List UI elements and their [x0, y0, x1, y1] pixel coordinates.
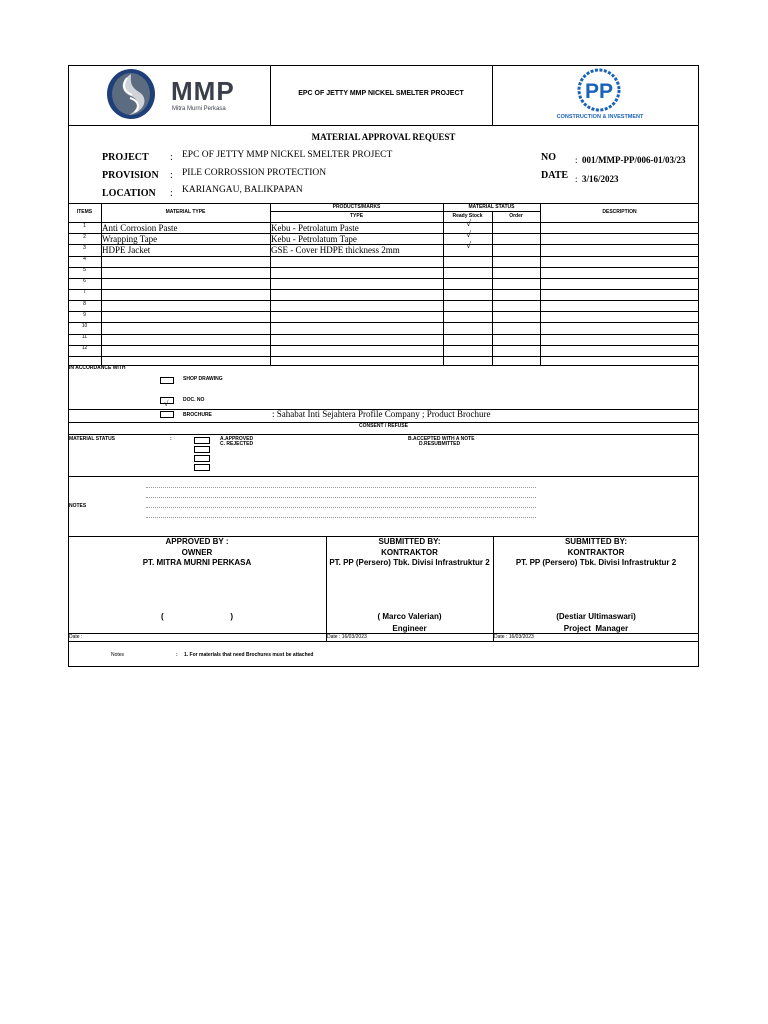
table-row-line [68, 311, 699, 312]
row-number: 7 [83, 289, 86, 296]
table-row-line [68, 322, 699, 323]
footer-colon: : [176, 652, 178, 658]
no-colon: : [575, 155, 578, 165]
ready-stock-check-mark: √ [466, 229, 471, 240]
col-material-status-header: MATERIAL STATUS [468, 204, 515, 210]
table-row-line [68, 267, 699, 268]
rejected-label: C. REJECTED [220, 441, 254, 447]
row-type: Kebu - Petrolatum Tape [271, 234, 357, 245]
resubmitted-label: D.RESUBMITTED [419, 441, 461, 447]
accordance-top-line [68, 365, 699, 366]
pp-logo-mark: PP [584, 80, 614, 103]
row-number: 2 [83, 233, 86, 240]
table-row-line [68, 334, 699, 335]
table-column-divider [443, 203, 444, 365]
accepted-note-checkbox[interactable] [194, 455, 210, 462]
signature-role: KONTRAKTOR [381, 548, 438, 557]
table-row-line [68, 345, 699, 346]
notes-line[interactable] [146, 497, 536, 498]
table-row-line [68, 356, 699, 357]
row-number: 8 [83, 300, 86, 307]
col-type-header: TYPE [349, 213, 364, 219]
accordance-label: IN ACCORDANCE WITH [69, 365, 126, 371]
signature-name: ( Marco Valerian) [377, 612, 442, 621]
approved-label: A.APPROVED [220, 436, 254, 442]
approved-checkbox[interactable] [194, 437, 210, 444]
ready-stock-check-mark: √ [466, 240, 471, 251]
notes-label: NOTES [69, 503, 87, 509]
pp-circle-logo-icon [573, 67, 625, 113]
row-number: 1 [83, 222, 86, 229]
date-value: 3/16/2023 [582, 174, 619, 184]
provision-colon: : [170, 170, 173, 181]
brochure-checkbox[interactable] [160, 411, 174, 418]
header-divider [492, 65, 493, 126]
shop-drawing-checkbox[interactable] [160, 377, 174, 384]
signature-date: Date : [69, 634, 83, 640]
table-row-line [68, 278, 699, 279]
project-colon: : [170, 152, 173, 163]
form-title: MATERIAL APPROVAL REQUEST [311, 132, 456, 142]
mmp-logo [105, 68, 165, 120]
row-number: 6 [83, 278, 86, 285]
notes-line[interactable] [146, 487, 536, 488]
col-order-header: Order [509, 213, 523, 219]
material-status-label: MATERIAL STATUS [69, 436, 116, 442]
material-status-colon: : [170, 436, 172, 442]
col-products-marks-header: PRODUCTS/MARKS [332, 204, 381, 210]
signature-heading: APPROVED BY : [165, 537, 229, 546]
signature-date: Date : 16/03/2023 [327, 634, 367, 640]
shop-drawing-label: SHOP DRAWING [183, 376, 223, 382]
accepted-note-label: B.ACCEPTED WITH A NOTE [408, 436, 475, 442]
row-number: 4 [83, 255, 86, 262]
pp-logo [573, 67, 625, 113]
doc-no-check-mark: √ [164, 399, 169, 408]
location-colon: : [170, 188, 173, 199]
table-column-divider [540, 203, 541, 365]
brochure-label: BROCHURE [183, 412, 212, 418]
signature-date-line [68, 633, 699, 634]
table-row-line [68, 289, 699, 290]
location-value: KARIANGAU, BALIKPAPAN [182, 185, 303, 195]
col-ready-stock-header: Ready Stock [452, 213, 483, 219]
signature-title: Project Manager [563, 624, 629, 633]
col-material-type-header: MATERIAL TYPE [165, 209, 206, 215]
notes-line[interactable] [146, 507, 536, 508]
table-row-line [68, 300, 699, 301]
mmp-swirl-logo-icon [105, 68, 161, 120]
project-value: EPC OF JETTY MMP NICKEL SMELTER PROJECT [182, 150, 393, 160]
mmp-logo-subtitle: Mitra Murni Perkasa [172, 106, 226, 112]
footer-note: 1. For materials that need Brochures must be attached [184, 652, 314, 658]
row-number: 11 [81, 334, 88, 340]
date-label: DATE [541, 170, 569, 181]
ready-stock-check-mark: √ [466, 218, 471, 228]
table-row-line [68, 233, 699, 234]
signature-date: Date : 16/03/2023 [494, 634, 534, 640]
no-label: NO [541, 152, 556, 163]
signatures-bottom-line [68, 641, 699, 642]
signature-company: PT. MITRA MURNI PERKASA [142, 558, 252, 567]
notes-line[interactable] [146, 517, 536, 518]
signature-role: KONTRAKTOR [567, 548, 625, 557]
location-label: LOCATION [102, 188, 156, 199]
provision-label: PROVISION [102, 170, 159, 181]
row-number: 5 [83, 267, 86, 274]
col-description-header: DESCRIPTION [602, 209, 637, 215]
signature-name: (Destiar Ultimaswari) [556, 612, 636, 621]
notes-top-line [68, 476, 699, 477]
row-material-type: Wrapping Tape [102, 234, 158, 245]
pp-logo-subtitle: CONSTRUCTION & INVESTMENT [556, 114, 644, 120]
resubmitted-checkbox[interactable] [194, 464, 210, 471]
signature-title: Engineer [392, 624, 427, 633]
doc-no-label: DOC. NO [183, 397, 205, 403]
project-title: EPC OF JETTY MMP NICKEL SMELTER PROJECT [298, 90, 464, 97]
signature-company: PT. PP (Persero) Tbk. Divisi Infrastruktur 2 [515, 558, 677, 567]
signature-heading: SUBMITTED BY: [564, 537, 628, 546]
rejected-checkbox[interactable] [194, 446, 210, 453]
no-value: 001/MMP-PP/006-01/03/23 [582, 155, 686, 165]
consent-bottom-line [68, 434, 699, 435]
row-number: 3 [83, 244, 86, 251]
provision-value: PILE CORROSSION PROTECTION [182, 168, 327, 178]
signature-company: PT. PP (Persero) Tbk. Divisi Infrastruktur 2 [329, 558, 490, 567]
row-number: 10 [81, 322, 88, 329]
table-subheader-line [270, 211, 540, 212]
project-label: PROJECT [102, 152, 149, 163]
row-type: Kebu - Petrolatum Paste [271, 223, 359, 233]
header-bottom-line [68, 125, 699, 126]
row-number: 9 [83, 311, 86, 318]
mmp-logo-text: MMP [171, 76, 235, 106]
signature-name: ( ) [160, 612, 233, 621]
brochure-note: : Sahabat Inti Sejahtera Profile Company ; Product Brochure [272, 409, 491, 419]
row-number: 12 [81, 345, 88, 352]
date-colon: : [575, 174, 578, 184]
table-row-line [68, 256, 699, 257]
row-material-type: HDPE Jacket [102, 245, 151, 256]
row-material-type: Anti Corrosion Paste [102, 223, 178, 233]
col-items-header: ITEMS [76, 209, 93, 215]
signature-role: OWNER [181, 548, 213, 557]
footer-notes-label: Notes [111, 652, 125, 658]
signature-heading: SUBMITTED BY: [378, 537, 441, 546]
consent-label: CONSENT / REFUSE [359, 423, 408, 429]
row-type: GSE - Cover HDPE thickness 2mm [271, 245, 400, 256]
